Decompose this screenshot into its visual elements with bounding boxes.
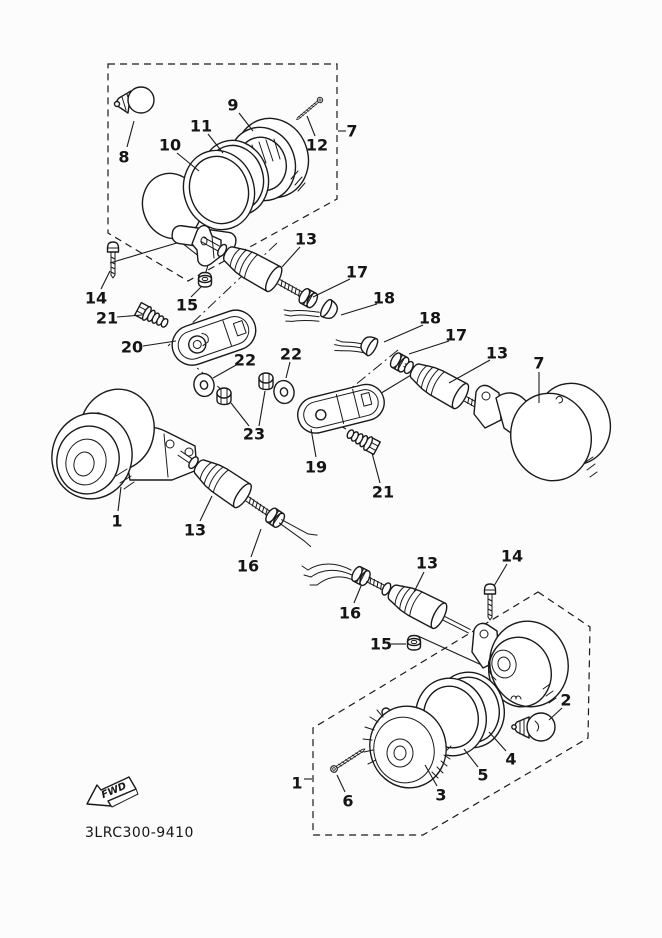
part-label-13 (414, 554, 438, 593)
svg-text:1: 1 (291, 773, 303, 793)
svg-text:7: 7 (533, 353, 545, 373)
svg-text:11: 11 (189, 116, 213, 136)
part-label-11 (190, 117, 223, 154)
fwd-arrow (87, 777, 138, 807)
part-label-15 (176, 286, 202, 315)
svg-text:20: 20 (120, 337, 144, 357)
drawing-code: 3LRC300-9410 (85, 825, 194, 841)
svg-text:10: 10 (158, 135, 182, 155)
svg-text:18: 18 (372, 288, 396, 308)
bottom-lamp-assembly (302, 560, 577, 796)
screw-6 (329, 746, 366, 773)
svg-text:18: 18 (418, 308, 442, 328)
washer-22 (192, 372, 216, 399)
part-label-18 (341, 289, 395, 316)
bulb-2 (512, 713, 555, 741)
svg-text:22: 22 (279, 344, 303, 364)
bolt-21 (135, 302, 171, 331)
wire-cap-18 (358, 334, 380, 358)
svg-text:19: 19 (304, 457, 328, 477)
part-label-21 (96, 309, 142, 328)
fwd-label: FWD (99, 780, 129, 802)
svg-text:7: 7 (346, 121, 358, 141)
svg-text:3: 3 (435, 785, 447, 805)
left-lamp-assembly (44, 382, 321, 555)
part-label-13 (282, 230, 317, 268)
nut-16 (350, 565, 372, 587)
part-label-22 (280, 345, 302, 379)
svg-text:1: 1 (111, 511, 123, 531)
svg-text:15: 15 (369, 634, 393, 654)
svg-text:13: 13 (415, 553, 439, 573)
flange-nut-15 (199, 273, 212, 288)
bolt-14 (485, 584, 496, 620)
flange-nut-15 (408, 636, 421, 651)
svg-text:17: 17 (345, 262, 369, 282)
part-label-8 (118, 121, 134, 167)
part-label-20 (121, 338, 176, 357)
part-label-10 (159, 136, 199, 172)
svg-text:14: 14 (500, 546, 524, 566)
part-label-16 (237, 529, 261, 576)
svg-text:23: 23 (242, 424, 266, 444)
washer-22 (272, 379, 296, 406)
part-label-13 (184, 496, 212, 540)
part-label-6 (337, 775, 354, 811)
svg-text:6: 6 (342, 791, 354, 811)
part-label-21 (372, 453, 394, 502)
part-label-13 (449, 344, 508, 384)
part-label-1 (111, 487, 122, 531)
part-label-14 (85, 271, 110, 308)
part-label-12 (306, 116, 328, 155)
part-label-1 (291, 774, 312, 793)
bulb-8 (115, 87, 155, 113)
svg-text:16: 16 (236, 556, 260, 576)
part-label-15 (370, 635, 406, 654)
part-label-23 (231, 391, 265, 444)
svg-text:8: 8 (118, 147, 130, 167)
svg-text:15: 15 (175, 295, 199, 315)
part-label-19 (305, 429, 327, 477)
wire-cap-18 (319, 298, 341, 322)
screw-12 (295, 96, 324, 122)
svg-text:13: 13 (485, 343, 509, 363)
svg-text:14: 14 (84, 288, 108, 308)
nut-23 (259, 373, 273, 390)
part-label-7 (338, 122, 358, 141)
lead-wires (308, 564, 353, 585)
svg-text:12: 12 (305, 135, 329, 155)
part-label-5 (464, 749, 489, 785)
svg-text:4: 4 (505, 749, 517, 769)
part-label-9 (227, 96, 253, 132)
svg-text:13: 13 (183, 520, 207, 540)
svg-text:2: 2 (560, 690, 572, 710)
svg-text:9: 9 (227, 95, 239, 115)
bolt-21 (344, 426, 380, 455)
svg-text:21: 21 (95, 308, 119, 328)
stem-13-bottom (347, 560, 476, 644)
svg-text:17: 17 (444, 325, 468, 345)
svg-text:22: 22 (233, 350, 257, 370)
nut-23 (217, 388, 231, 405)
svg-text:13: 13 (294, 229, 318, 249)
svg-text:16: 16 (338, 603, 362, 623)
svg-text:5: 5 (477, 765, 489, 785)
part-label-17 (313, 263, 368, 298)
part-label-16 (339, 586, 361, 623)
mount-bracket-19 (294, 381, 388, 437)
part-label-14 (494, 547, 523, 587)
part-label-17 (409, 326, 467, 355)
part-label-18 (384, 309, 441, 343)
svg-text:21: 21 (371, 482, 395, 502)
